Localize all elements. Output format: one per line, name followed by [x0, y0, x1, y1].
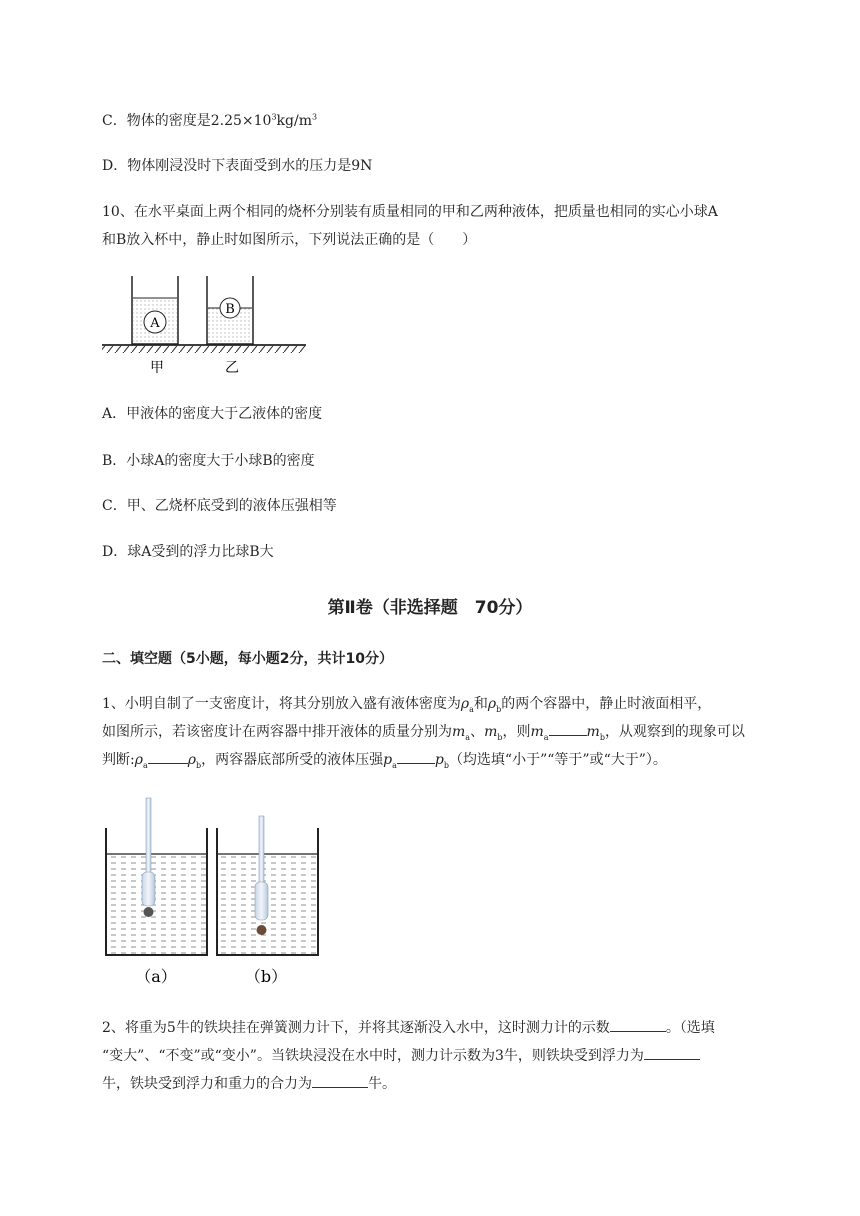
blank-reading-change[interactable]	[610, 1019, 666, 1032]
fq1-and: 和	[473, 696, 488, 712]
fq1-line1	[102, 693, 711, 714]
q9-option-c	[102, 110, 317, 130]
m-b-sub: b	[497, 732, 503, 742]
rho-a-sub: a	[469, 704, 474, 714]
fq1-line3	[102, 749, 667, 770]
q9-option-c-exp: 3	[271, 112, 277, 122]
section-2-title: 第Ⅱ卷（非选择题 70分）	[327, 598, 533, 618]
label-jia: 甲	[150, 360, 164, 376]
fq1-l3-b: ，两容器底部所受的液体压强	[201, 752, 384, 768]
m-b2-sub: b	[599, 732, 605, 742]
fq1-l2-a: 如图所示，若该密度计在两容器中排开液体的质量分别为	[102, 724, 452, 740]
rho-a: ρ	[460, 696, 470, 712]
fq1-line2	[102, 721, 745, 742]
m-b: m	[484, 724, 498, 740]
fq2-l3-a: 牛，铁块受到浮力和重力的合力为	[102, 1076, 312, 1092]
q9-option-c-text: C．物体的密度是2.25×10	[102, 113, 272, 129]
container-a-liquid	[107, 854, 206, 954]
blank-p-compare[interactable]	[397, 751, 435, 764]
q10-stem-line2: 和B放入杯中，静止时如图所示，下列说法正确的是（ ）	[102, 232, 477, 248]
label-yi: 乙	[225, 360, 239, 376]
q10-stem-line1: 10、在水平桌面上两个相同的烧杯分别装有质量相同的甲和乙两种液体，把质量也相同的实心小球A	[102, 204, 718, 220]
fill-in-header: 二、填空题（5小题，每小题2分，共计10分）	[102, 651, 393, 667]
ball-a-label: A	[150, 316, 160, 331]
m-a2-sub: a	[543, 732, 549, 742]
label-b: （b）	[244, 967, 288, 986]
ball-b-label: B	[225, 302, 235, 317]
q9-option-d: D．物体刚浸没时下表面受到水的压力是9N	[102, 158, 373, 174]
blank-m-compare[interactable]	[549, 723, 587, 736]
rho-b2: ρ	[187, 752, 196, 768]
m-a2: m	[530, 724, 544, 740]
hydrometer-figure	[100, 794, 340, 990]
q10-option-b: B．小球A的密度大于小球B的密度	[102, 453, 315, 469]
p-b: p	[434, 752, 444, 768]
fq1-l2-b: ，则	[502, 724, 531, 740]
fq2-l2-a: “变大”、“不变”或“变小”。当铁块浸没在水中时，测力计示数为3牛，则铁块受到浮力为	[102, 1048, 644, 1064]
rho-a2-sub: a	[142, 760, 148, 770]
fq2-l1-b: 。（选填	[665, 1020, 715, 1036]
fq1-l2-c: ，从观察到的现象可以	[604, 724, 745, 740]
p-b-sub: b	[443, 760, 449, 770]
p-a-sub: a	[392, 760, 397, 770]
m-b2: m	[586, 724, 600, 740]
q10-beakers-figure	[100, 272, 310, 382]
blank-buoyancy[interactable]	[644, 1047, 700, 1060]
q10-option-c: C．甲、乙烧杯底受到的液体压强相等	[102, 498, 337, 514]
q9-option-c-unit-exp: 3	[311, 112, 318, 122]
fq1-l1-a: 1、小明自制了一支密度计，将其分别放入盛有液体密度为	[102, 696, 461, 712]
q10-option-a: A．甲液体的密度大于乙液体的密度	[102, 406, 323, 422]
fq2-line3	[102, 1073, 396, 1093]
blank-rho-compare[interactable]	[148, 751, 188, 764]
fq1-sep: 、	[470, 724, 485, 740]
m-a-sub: a	[465, 732, 471, 742]
m-a: m	[452, 724, 466, 740]
table-hatch	[102, 346, 306, 353]
fq1-l3-a: 判断:	[102, 752, 135, 768]
fq2-l3-b: 牛。	[368, 1076, 396, 1092]
blank-net-force[interactable]	[312, 1075, 368, 1088]
rho-b2-sub: b	[195, 760, 202, 770]
fq2-line1	[102, 1017, 715, 1037]
label-a: （a）	[135, 967, 177, 986]
rho-b: ρ	[487, 696, 497, 712]
fq1-l1-b: 的两个容器中，静止时液面相平，	[501, 696, 712, 712]
rho-a2: ρ	[134, 752, 143, 768]
q9-option-c-unit: kg/m	[276, 113, 312, 129]
fq1-l3-c: （均选填“小于”“等于”或“大于”）。	[448, 752, 667, 768]
fq2-l1-a: 2、将重为5牛的铁块挂在弹簧测力计下，并将其逐渐没入水中，这时测力计的示数	[102, 1020, 610, 1036]
fq2-line2	[102, 1045, 700, 1065]
q10-option-d: D．球A受到的浮力比球B大	[102, 544, 274, 560]
p-a: p	[383, 752, 393, 768]
rho-b-sub: b	[496, 704, 502, 714]
